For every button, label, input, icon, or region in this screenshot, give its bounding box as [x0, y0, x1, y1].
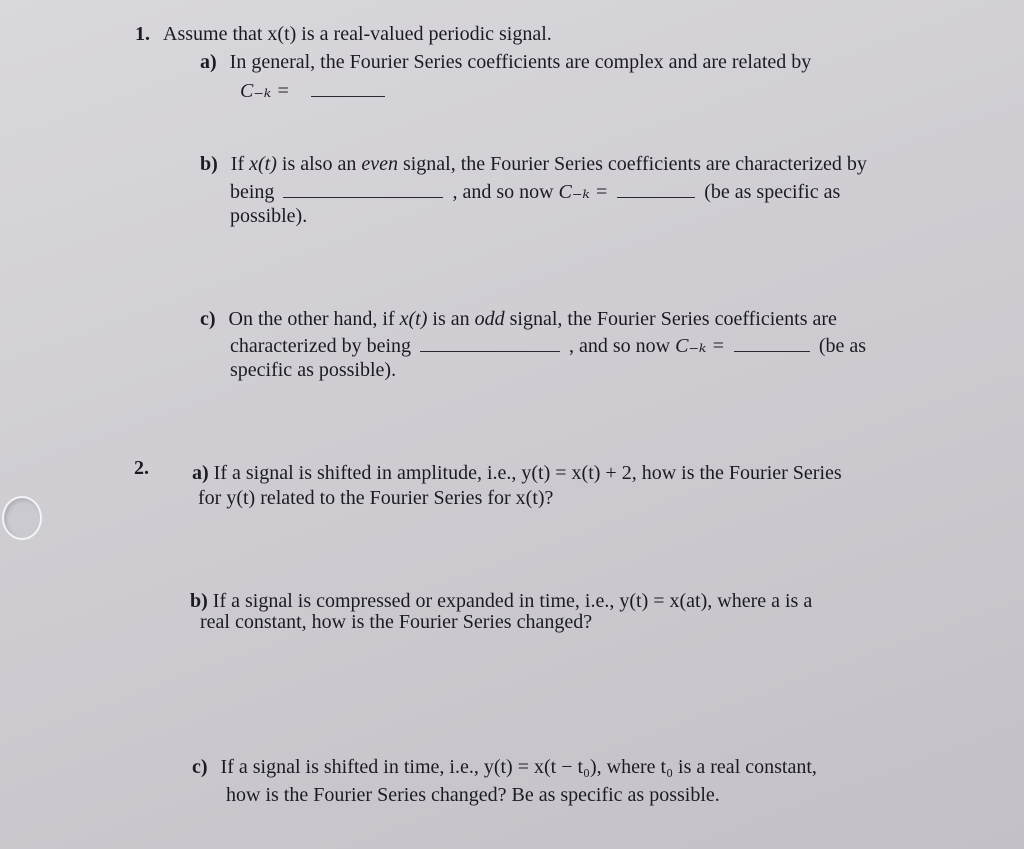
q1b-blank-2[interactable]: [617, 179, 695, 198]
q2c-label: c): [192, 756, 208, 778]
q1c-being: characterized by being: [230, 335, 412, 357]
q1-number: 1.: [135, 23, 150, 45]
q1c-blank-2[interactable]: [734, 333, 810, 352]
q2a-text1: If a signal is shifted in amplitude, i.e., y(t) = x(t) + 2, how is the Fourier Series: [213, 462, 842, 484]
q1b-pre: If: [230, 153, 250, 175]
q1b-blank-1[interactable]: [283, 179, 443, 198]
q1b-line2: [230, 179, 840, 204]
q2b-text1: If a signal is compressed or expanded in time, i.e., y(t) = x(at), where a is a: [212, 590, 813, 612]
q1a-label: a): [200, 51, 217, 73]
q1b-ck: C₋ₖ =: [558, 181, 609, 203]
q1c-line1: [200, 307, 837, 331]
q1c-blank-1[interactable]: [420, 333, 560, 352]
q2a-line2: for y(t) related to the Fourier Series for x(t)?: [198, 487, 554, 509]
q1b-mid: is also an: [276, 153, 362, 175]
q1c-beas: (be as: [818, 335, 867, 357]
q1a-answer-blank[interactable]: [311, 78, 385, 97]
q2-number: 2.: [134, 457, 149, 479]
q1c-andso: , and so now: [569, 335, 671, 357]
q1b-even: even: [361, 153, 398, 175]
q1b-post: signal, the Fourier Series coefficients are characterized by: [397, 153, 867, 175]
q2a-label: a): [192, 462, 209, 484]
q1a-ck: C₋ₖ =: [240, 80, 290, 102]
q1b-line1: [200, 152, 867, 176]
q1c-pre: On the other hand, if: [228, 308, 400, 330]
q1c-mid: is an: [427, 308, 475, 330]
q2c-text1: If a signal is shifted in time, i.e., y(t) = x(t − t₀), where t₀ is a real constant,: [220, 756, 817, 778]
q2c-line1: [192, 755, 817, 779]
q1c-post: signal, the Fourier Series coefficients are: [504, 308, 837, 330]
q1b-bespecific: (be as specific as: [704, 181, 841, 203]
q1a-text: In general, the Fourier Series coefficients are complex and are related by: [229, 51, 812, 73]
binder-hole: [2, 496, 42, 540]
q2a-line1: [192, 461, 842, 485]
q1c-ck: C₋ₖ =: [675, 335, 725, 357]
q1a-line1: [200, 50, 811, 74]
q1c-line3: specific as possible).: [230, 359, 397, 381]
q1c-line2: [230, 333, 866, 358]
q1a-line2: [240, 78, 389, 103]
q1c-xt: x(t): [399, 308, 428, 330]
q1b-line3: possible).: [230, 205, 308, 227]
q2c-line2: how is the Fourier Series changed? Be as specific as possible.: [226, 784, 720, 806]
q1c-label: c): [200, 308, 216, 330]
q1b-being: being: [230, 181, 275, 203]
q2b-label: b): [190, 590, 208, 612]
q1-intro-line: [135, 22, 552, 46]
q1b-xt: x(t): [249, 153, 277, 175]
q1b-andso: , and so now: [452, 181, 554, 203]
q1b-label: b): [200, 153, 218, 175]
q1c-odd: odd: [474, 308, 505, 330]
q2b-line2: real constant, how is the Fourier Series changed?: [200, 611, 593, 633]
q1-intro: Assume that x(t) is a real-valued periodic signal.: [163, 23, 552, 45]
